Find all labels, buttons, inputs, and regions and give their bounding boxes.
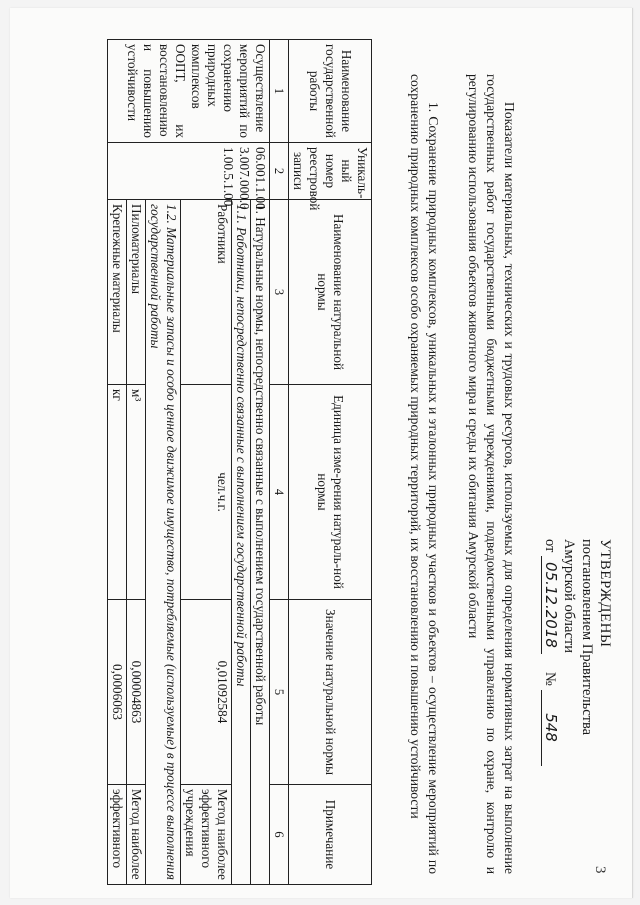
header-registry-number: Уникаль-ный номер реестровой записи: [289, 143, 372, 200]
note-cell: Метод наиболее эффективного учреждения: [181, 785, 232, 885]
note-cell: эффективного: [108, 785, 127, 885]
header-value: Значение натуральной нормы: [289, 600, 372, 785]
column-number: 4: [270, 385, 289, 600]
section-heading: [406, 74, 442, 874]
page-number: 3: [592, 866, 608, 874]
table-header-row: [289, 40, 372, 885]
document-heading: [464, 74, 518, 874]
section-title: 1. Сохранение природных комплексов, уникальных и эталонных природных участков и объектов – осуществление мероприятий по сохранению природных комплексов особо охраняемых природных территорий, их восстановлению и повышению устойчивости: [408, 74, 441, 874]
group-heading: 1. Натуральные нормы, непосредственно связанные с выполнением государственной работы: [251, 200, 270, 885]
column-number: 2: [270, 143, 289, 200]
unit-cell: м³: [127, 385, 146, 600]
column-number-row: [270, 40, 289, 885]
approval-stamp: [541, 539, 614, 899]
norm-name-cell: Пиломатериалы: [127, 200, 146, 385]
column-number: 1: [270, 40, 289, 143]
norm-name-cell: Работники: [181, 200, 232, 385]
landscape-content: [28, 14, 618, 904]
handwritten-date: 05.12.2018: [541, 556, 560, 654]
header-unit: Единица изме-рения натураль-ной нормы: [289, 385, 372, 600]
unit-cell: чел.ч.г.: [181, 385, 232, 600]
heading-text: Показатели материальных, технических и трудовых ресурсов, используемых для определения нормативных затрат на выполнение государственных работ государственными бюджетными учреждениями, подведомственными управлению по охране, контролю и регулированию использования объектов животного мира и среды их обитания Амурской области: [466, 74, 517, 874]
value-cell: 0,0006063: [108, 600, 127, 785]
norms-table: [107, 39, 372, 885]
column-number: 3: [270, 200, 289, 385]
number-prefix: №: [542, 672, 558, 686]
registry-number-cell: 06.001.1.00 3.007.000.0 1.00.5.1.00: [108, 143, 270, 200]
column-number: 5: [270, 600, 289, 785]
unit-cell: кг: [108, 385, 127, 600]
header-work-name: Наименование государственной работы: [289, 40, 372, 143]
approval-line2: Амурской области: [561, 539, 577, 653]
note-cell: Метод наиболее: [127, 785, 146, 885]
header-norm-name: Наименование натуральной нормы: [289, 200, 372, 385]
handwritten-number: 548: [541, 690, 560, 766]
norm-name-cell: Крепежные материалы: [108, 200, 127, 385]
header-note: Примечание: [289, 785, 372, 885]
approval-title: УТВЕРЖДЕНЫ: [597, 539, 613, 648]
approval-line1: постановлением Правительства: [579, 539, 595, 736]
table-row: [251, 40, 270, 885]
approval-date-line: [541, 539, 560, 899]
column-number: 6: [270, 785, 289, 885]
date-prefix: от: [542, 539, 558, 553]
work-name-cell: Осуществление мероприятий по сохранению природных комплексов ООПТ, их восстановлению и повышению устойчивости: [108, 40, 270, 143]
subgroup-heading: 1.2. Материальные запасы и особо ценное движимое имущество, потребляемые (используемые) в процессе выполнения государственной работы: [146, 200, 181, 885]
document-page: [10, 8, 633, 898]
subgroup-heading: 1.1. Работники, непосредственно связанные с выполнением государственной работы: [232, 200, 251, 885]
value-cell: 0,01092584: [181, 600, 232, 785]
value-cell: 0,00004863: [127, 600, 146, 785]
